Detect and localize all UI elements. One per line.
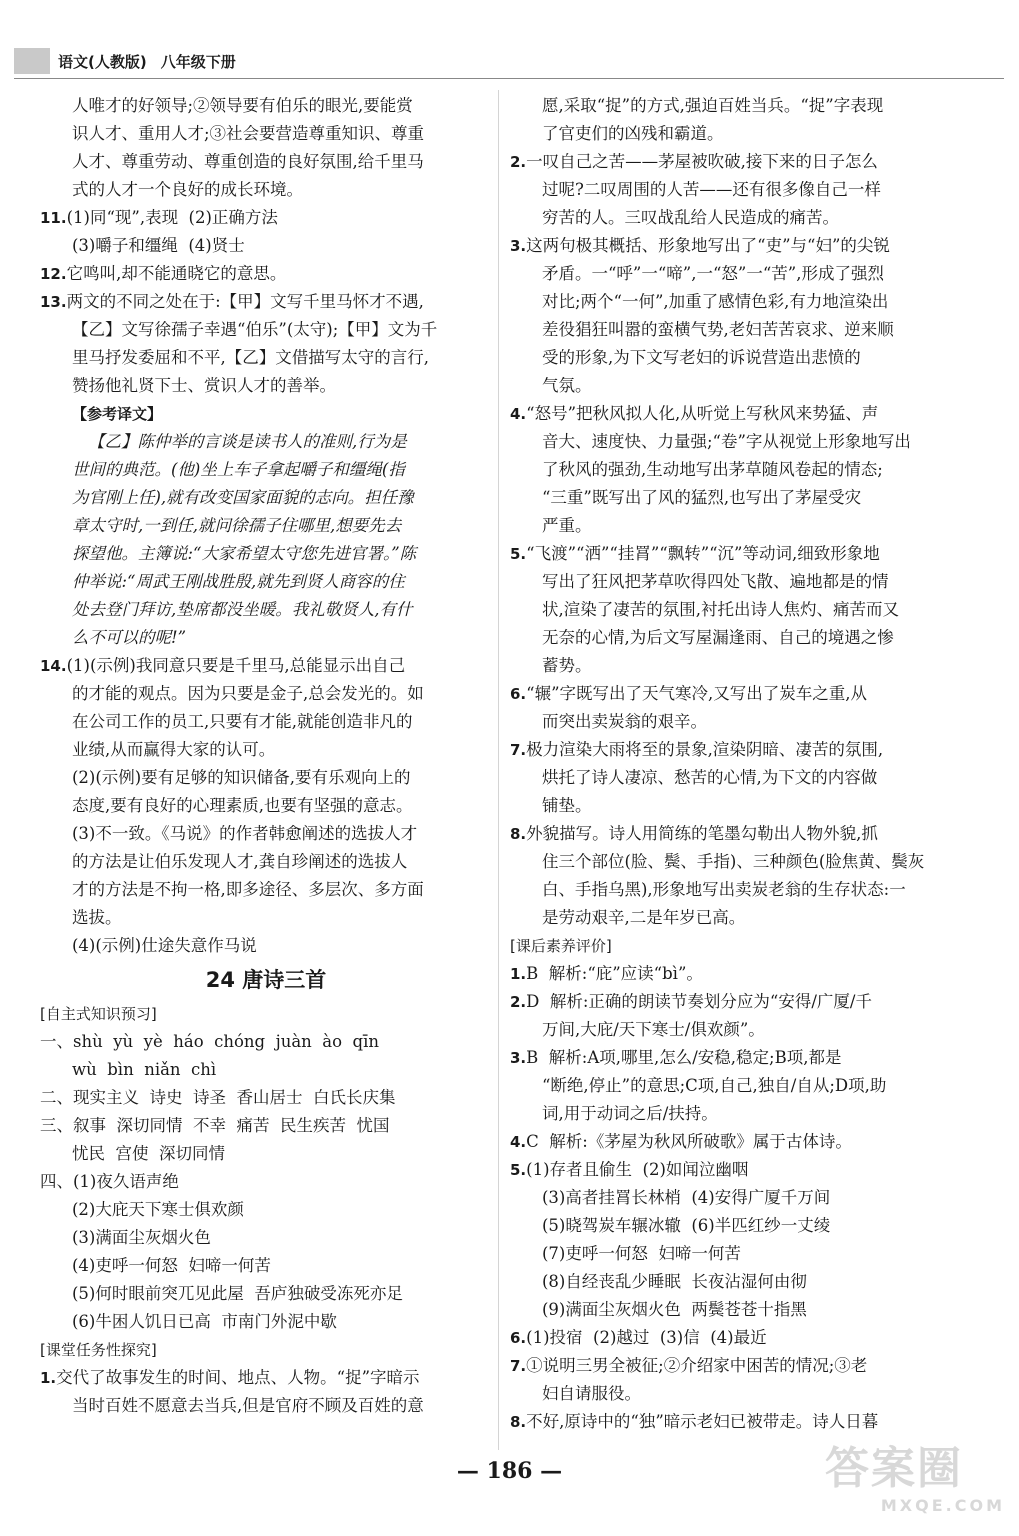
- item-number: 13.: [40, 293, 67, 311]
- line-text: “怒号”把秋风拟人化,从听觉上写秋风来势猛、声: [526, 404, 879, 423]
- text-line: [510, 904, 962, 932]
- line-text: 么不可以的呢!”: [72, 628, 187, 647]
- line-text: “飞渡”“洒”“挂罥”“飘转”“沉”等动词,细致形象地: [526, 544, 880, 563]
- text-line: [40, 176, 492, 204]
- text-line: [40, 820, 492, 848]
- line-text: 世间的典范。(他)坐上车子拿起嚼子和缰绳(指: [72, 460, 405, 479]
- item-number: 8.: [510, 825, 527, 843]
- line-text: 白、手指乌黑),形象地写出卖炭老翁的生存状态:一: [542, 880, 906, 899]
- line-text: 万间,大庇/天下寒士/俱欢颜”。: [542, 1020, 765, 1039]
- page-header: [14, 44, 1004, 78]
- line-text: 状,渲染了凄苦的氛围,衬托出诗人焦灼、痛苦而又: [542, 600, 899, 619]
- text-line: [510, 1240, 962, 1268]
- line-text: 无奈的心情,为后文写屋漏逢雨、自己的境遇之惨: [542, 628, 894, 647]
- line-text: D 解析:正确的朗读节奏划分应为“安得/广厦/千: [526, 992, 872, 1011]
- line-text: 识人才、重用人才;③社会要营造尊重知识、尊重: [72, 124, 425, 143]
- line-text: 三、叙事 深切同情 不幸 痛苦 民生疾苦 忧国: [40, 1116, 390, 1135]
- text-line: [40, 596, 492, 624]
- text-line: [40, 708, 492, 736]
- line-text: 了秋风的强劲,生动地写出茅草随风卷起的情态;: [542, 460, 883, 479]
- text-line: [40, 1140, 492, 1168]
- item-number: 6.: [510, 685, 527, 703]
- text-line: [40, 1196, 492, 1224]
- line-text: 过呢?二叹周围的人苦——还有很多像自己一样: [542, 180, 881, 199]
- text-line: [510, 1296, 962, 1324]
- line-text: “断绝,停止”的意思;C项,自己,独自/自从;D项,助: [542, 1076, 887, 1095]
- text-line: [40, 1252, 492, 1280]
- text-line: [510, 344, 962, 372]
- line-text: (3)嚼子和缰绳 (4)贤士: [72, 236, 245, 255]
- line-text: (1)(示例)我同意只要是千里马,总能显示出自己: [66, 656, 406, 675]
- item-number: 5.: [510, 1161, 527, 1179]
- line-text: (6)牛困人饥日已高 市南门外泥中歇: [72, 1312, 337, 1331]
- text-line: [510, 456, 962, 484]
- text-line: [40, 120, 492, 148]
- text-line: [40, 1392, 492, 1420]
- text-line: [40, 876, 492, 904]
- text-line: [40, 568, 492, 596]
- text-line: [40, 1112, 492, 1140]
- text-line: [40, 848, 492, 876]
- line-text: (8)自经丧乱少睡眠 长夜沾湿何由彻: [542, 1272, 807, 1291]
- line-text: 当时百姓不愿意去当兵,但是官府不顾及百姓的意: [72, 1396, 424, 1415]
- line-text: C 解析:《茅屋为秋风所破歌》属于古体诗。: [526, 1132, 852, 1151]
- line-text: 这两句极其概括、形象地写出了“吏”与“妇”的尖锐: [526, 236, 890, 255]
- column-divider: [498, 90, 499, 1450]
- line-text: 词,用于动词之后/扶持。: [542, 1104, 718, 1123]
- text-line: [510, 428, 962, 456]
- line-text: 里马抒发委屈和不平,【乙】文借描写太守的言行,: [72, 348, 429, 367]
- line-text: 住三个部位(脸、鬓、手指)、三种颜色(脸焦黄、鬓灰: [542, 852, 925, 871]
- header-rule: [14, 78, 1004, 79]
- text-line: [510, 1100, 962, 1128]
- left-column: [40, 92, 492, 1420]
- text-line: [40, 1056, 492, 1084]
- text-line: [40, 540, 492, 568]
- text-line: [510, 596, 962, 624]
- line-text: 章太守时,一到任,就问徐孺子住哪里,想要先去: [72, 516, 402, 535]
- text-line: [510, 512, 962, 540]
- line-text: 忧民 宫使 深切同情: [72, 1144, 225, 1163]
- item-number: 2.: [510, 993, 527, 1011]
- line-text: 差役猖狂叫嚣的蛮横气势,老妇苦苦哀求、逆来顺: [542, 320, 894, 339]
- text-line: [40, 1364, 492, 1392]
- text-line: [510, 736, 962, 764]
- line-text: 在公司工作的员工,只要有才能,就能创造非凡的: [72, 712, 413, 731]
- line-text: (1)存者且偷生 (2)如闻泣幽咽: [526, 1160, 749, 1179]
- text-line: [510, 680, 962, 708]
- item-number: 11.: [40, 209, 67, 227]
- line-text: (5)晓驾炭车辗冰辙 (6)半匹红纱一丈绫: [542, 1216, 831, 1235]
- item-number: 7.: [510, 741, 527, 759]
- line-text: (3)不一致。《马说》的作者韩愈阐述的选拔人才: [72, 824, 418, 843]
- line-text: 交代了故事发生的时间、地点、人物。“捉”字暗示: [56, 1368, 420, 1387]
- line-text: 一、shù yù yè háo chóng juàn ào qīn: [40, 1032, 380, 1051]
- text-line: [510, 848, 962, 876]
- text-line: [40, 1168, 492, 1196]
- line-text: 铺垫。: [542, 796, 592, 815]
- item-number: 4.: [510, 1133, 527, 1151]
- text-line: [510, 792, 962, 820]
- text-line: [40, 260, 492, 288]
- text-line: [510, 540, 962, 568]
- text-line: [510, 148, 962, 176]
- text-line: [510, 176, 962, 204]
- text-line: [510, 316, 962, 344]
- line-text: (4)(示例)仕途失意作马说: [72, 936, 257, 955]
- watermark-text: 答案圈: [825, 1443, 963, 1494]
- text-line: [40, 932, 492, 960]
- text-line: [510, 960, 962, 988]
- text-line: [510, 1408, 962, 1436]
- line-text: 式的人才一个良好的成长环境。: [72, 180, 303, 199]
- text-line: [40, 1308, 492, 1336]
- line-text: 人唯才的好领导;②领导要有伯乐的眼光,要能赏: [72, 96, 413, 115]
- right-column: [510, 92, 962, 1436]
- text-line: [40, 1280, 492, 1308]
- line-text: 极力渲染大雨将至的景象,渲染阴暗、凄苦的氛围,: [526, 740, 884, 759]
- item-number: 1.: [510, 965, 527, 983]
- text-line: [40, 680, 492, 708]
- text-line: [510, 400, 962, 428]
- text-line: [40, 512, 492, 540]
- line-text: 的方法是让伯乐发现人才,龚自珍阐述的选拔人: [72, 852, 408, 871]
- text-line: [510, 1324, 962, 1352]
- line-text: 外貌描写。诗人用简练的笔墨勾勒出人物外貌,抓: [526, 824, 878, 843]
- text-line: [510, 232, 962, 260]
- line-text: 矛盾。一“呼”一“啼”,一“怒”一“苦”,形成了强烈: [542, 264, 884, 283]
- line-text: (2)(示例)要有足够的知识储备,要有乐观向上的: [72, 768, 411, 787]
- item-number: 7.: [510, 1357, 527, 1375]
- line-text: 严重。: [542, 516, 592, 535]
- text-line: [40, 764, 492, 792]
- text-line: [510, 624, 962, 652]
- text-line: [510, 92, 962, 120]
- section-tag: [课后素养评价]: [510, 937, 612, 955]
- text-line: [40, 624, 492, 652]
- line-text: (4)吏呼一何怒 妇啼一何苦: [72, 1256, 271, 1275]
- text-line: [40, 736, 492, 764]
- text-line: [40, 456, 492, 484]
- line-text: (2)大庇天下寒士俱欢颜: [72, 1200, 244, 1219]
- line-text: ①说明三男全被征;②介绍家中困苦的情况;③老: [526, 1356, 868, 1375]
- line-text: 而突出卖炭翁的艰辛。: [542, 712, 707, 731]
- header-decor-block: [14, 48, 50, 74]
- text-line: [510, 708, 962, 736]
- line-text: “三重”既写出了风的猛烈,也写出了茅屋受灾: [542, 488, 862, 507]
- line-text: 对比;两个“一何”,加重了感情色彩,有力地渲染出: [542, 292, 889, 311]
- line-text: B 解析:A项,哪里,怎么/安稳,稳定;B项,都是: [526, 1048, 842, 1067]
- page-number: — 186 —: [456, 1458, 563, 1484]
- text-line: [40, 792, 492, 820]
- line-text: 音大、速度快、力量强;“卷”字从视觉上形象地写出: [542, 432, 911, 451]
- line-text: 两文的不同之处在于:【甲】文写千里马怀才不遇,: [66, 292, 424, 311]
- text-line: [40, 1084, 492, 1112]
- item-number: 4.: [510, 405, 527, 423]
- item-number: 5.: [510, 545, 527, 563]
- line-text: 穷苦的人。三叹战乱给人民造成的痛苦。: [542, 208, 839, 227]
- item-number: 6.: [510, 1329, 527, 1347]
- text-line: [510, 1072, 962, 1100]
- text-line: [510, 288, 962, 316]
- line-text: 选拔。: [72, 908, 122, 927]
- text-line: [40, 232, 492, 260]
- text-line: [40, 288, 492, 316]
- line-text: wù bìn niǎn chì: [72, 1060, 217, 1079]
- line-text: 探望他。主簿说:“大家希望太守您先进官署。”陈: [72, 544, 417, 563]
- line-text: 烘托了诗人凄凉、愁苦的心情,为下文的内容做: [542, 768, 878, 787]
- line-text: 不好,原诗中的“独”暗示老妇已被带走。诗人日暮: [526, 1412, 879, 1431]
- text-line: [40, 428, 492, 456]
- text-line: [510, 1044, 962, 1072]
- line-text: 为官刚上任),就有改变国家面貌的志向。担任豫: [72, 488, 414, 507]
- text-line: [510, 1184, 962, 1212]
- text-line: [510, 988, 962, 1016]
- line-text: 的才能的观点。因为只要是金子,总会发光的。如: [72, 684, 424, 703]
- line-text: 赞扬他礼贤下士、赏识人才的善举。: [72, 376, 336, 395]
- line-text: 蓄势。: [542, 656, 592, 675]
- line-text: 业绩,从而赢得大家的认可。: [72, 740, 276, 759]
- item-number: 1.: [40, 1369, 57, 1387]
- text-line: [40, 1028, 492, 1056]
- line-text: “辗”字既写出了天气寒冷,又写出了炭车之重,从: [526, 684, 868, 703]
- item-number: 3.: [510, 1049, 527, 1067]
- text-line: [40, 904, 492, 932]
- watermark-url: MXQE.COM: [880, 1496, 1005, 1515]
- text-line: [510, 764, 962, 792]
- line-text: (1)投宿 (2)越过 (3)信 (4)最近: [526, 1328, 767, 1347]
- line-text: B 解析:“庇”应读“bì”。: [526, 964, 703, 983]
- text-line: [510, 484, 962, 512]
- section-title: 24 唐诗三首: [205, 968, 327, 992]
- line-text: (3)高者挂罥长林梢 (4)安得广厦千万间: [542, 1188, 831, 1207]
- text-line: [510, 820, 962, 848]
- text-line: [40, 652, 492, 680]
- section-tag: [自主式知识预习]: [40, 1005, 157, 1023]
- header-grade: 八年级下册: [160, 52, 236, 71]
- line-text: (1)同“现”,表现 (2)正确方法: [66, 208, 278, 227]
- watermark-logo: [825, 1442, 1005, 1528]
- text-line: [510, 1016, 962, 1044]
- line-text: 写出了狂风把茅草吹得四处飞散、遍地都是的情: [542, 572, 889, 591]
- line-text: (7)吏呼一何怒 妇啼一何苦: [542, 1244, 741, 1263]
- header-subject: 语文(人教版): [58, 52, 147, 71]
- line-text: 仲举说:“周武王刚战胜殷,就先到贤人商容的住: [72, 572, 405, 591]
- text-line: [510, 260, 962, 288]
- text-line: [510, 1380, 962, 1408]
- line-text: (5)何时眼前突兀见此屋 吾庐独破受冻死亦足: [72, 1284, 403, 1303]
- item-number: 14.: [40, 657, 67, 675]
- text-line: [510, 568, 962, 596]
- text-line: [510, 1268, 962, 1296]
- text-line: [40, 204, 492, 232]
- line-text: 【乙】文写徐孺子幸遇“伯乐”(太守);【甲】文为千: [72, 320, 438, 339]
- item-number: 2.: [510, 153, 527, 171]
- text-line: [510, 876, 962, 904]
- text-line: [510, 372, 962, 400]
- line-text: 受的形象,为下文写老妇的诉说营造出悲愤的: [542, 348, 861, 367]
- line-text: 是劳动艰辛,二是年岁已高。: [542, 908, 746, 927]
- text-line: [40, 148, 492, 176]
- line-text: 妇自请服役。: [542, 1384, 641, 1403]
- line-text: 了官吏们的凶残和霸道。: [542, 124, 724, 143]
- item-number: 3.: [510, 237, 527, 255]
- line-text: 四、(1)夜久语声绝: [40, 1172, 179, 1191]
- text-line: [510, 120, 962, 148]
- item-number: 12.: [40, 265, 67, 283]
- text-line: [40, 484, 492, 512]
- line-text: 处去登门拜访,垫席都没坐暖。我礼敬贤人,有什: [72, 600, 413, 619]
- line-text: 二、现实主义 诗史 诗圣 香山居士 白氏长庆集: [40, 1088, 396, 1107]
- line-text: 一叹自己之苦——茅屋被吹破,接下来的日子怎么: [526, 152, 878, 171]
- text-line: [510, 204, 962, 232]
- line-text: 人才、尊重劳动、尊重创造的良好氛围,给千里马: [72, 152, 424, 171]
- text-line: [40, 372, 492, 400]
- line-text: 它鸣叫,却不能通晓它的意思。: [66, 264, 287, 283]
- text-line: [40, 92, 492, 120]
- text-line: [510, 1156, 962, 1184]
- line-text: 态度,要有良好的心理素质,也要有坚强的意志。: [72, 796, 413, 815]
- item-number: 8.: [510, 1413, 527, 1431]
- line-text: 愿,采取“捉”的方式,强迫百姓当兵。“捉”字表现: [542, 96, 884, 115]
- text-line: [40, 316, 492, 344]
- line-text: (9)满面尘灰烟火色 两鬓苍苍十指黑: [542, 1300, 807, 1319]
- text-line: [510, 1128, 962, 1156]
- text-line: [40, 344, 492, 372]
- line-text: 才的方法是不拘一格,即多途径、多层次、多方面: [72, 880, 424, 899]
- text-line: [510, 1212, 962, 1240]
- text-line: [40, 1224, 492, 1252]
- line-text: 气氛。: [542, 376, 592, 395]
- line-text: 【乙】陈仲举的言谈是读书人的准则,行为是: [88, 432, 407, 451]
- text-line: [510, 1352, 962, 1380]
- line-text: (3)满面尘灰烟火色: [72, 1228, 211, 1247]
- section-tag: [课堂任务性探究]: [40, 1341, 157, 1359]
- text-line: [510, 652, 962, 680]
- reference-heading: 【参考译文】: [72, 405, 163, 423]
